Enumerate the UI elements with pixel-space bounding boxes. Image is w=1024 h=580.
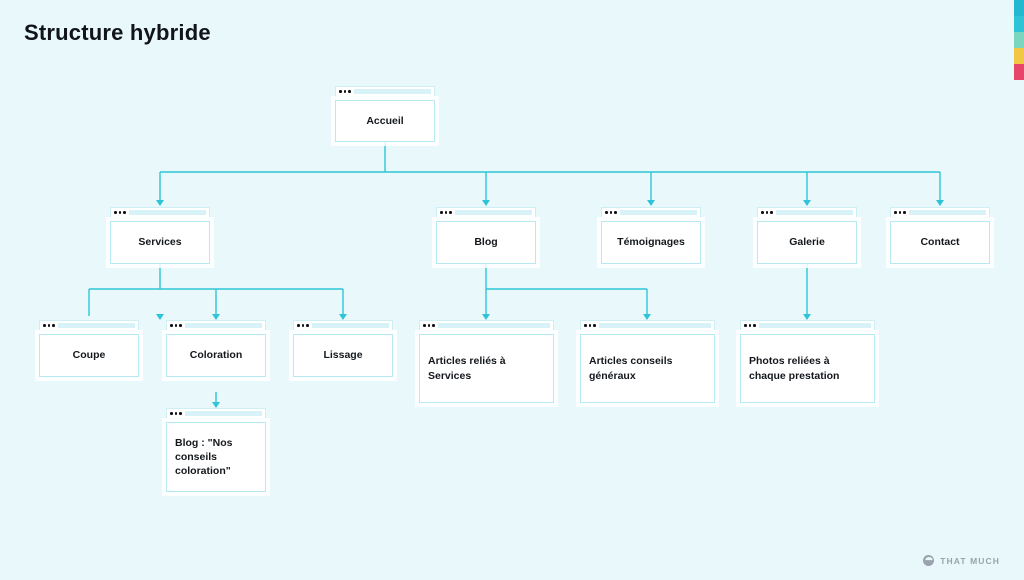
window-dots-icon [297, 324, 309, 327]
window-chrome-blog [436, 207, 536, 218]
window-dots-icon [423, 324, 435, 327]
window-chrome-articles-conseils [580, 320, 715, 331]
edge-strip-band-2 [1014, 16, 1024, 32]
window-dots-icon [43, 324, 55, 327]
window-dots-icon [170, 324, 182, 327]
watermark [923, 555, 1000, 566]
window-chrome-galerie [757, 207, 857, 218]
window-dots-icon [761, 211, 773, 214]
window-address-bar [185, 323, 263, 328]
node-temoignages[interactable] [601, 221, 701, 264]
node-photos-relies-a-chaque-prestation[interactable] [740, 334, 875, 403]
window-dots-icon [744, 324, 756, 327]
window-dots-icon [114, 211, 126, 214]
edge-strip-band-3 [1014, 32, 1024, 48]
window-address-bar [776, 210, 854, 215]
node-label: Blog : "Nos conseils coloration" [175, 436, 233, 478]
window-chrome-accueil [335, 86, 435, 97]
node-coupe[interactable] [39, 334, 139, 377]
window-address-bar [909, 210, 987, 215]
node-label: Blog [474, 236, 498, 249]
window-dots-icon [440, 211, 452, 214]
node-services[interactable] [110, 221, 210, 264]
node-label: Accueil [366, 114, 404, 127]
window-address-bar [129, 210, 207, 215]
node-label: Articles conseils généraux [589, 355, 673, 382]
window-chrome-contact [890, 207, 990, 218]
node-blog-nos-conseils-coloration[interactable] [166, 422, 266, 492]
window-chrome-lissage [293, 320, 393, 331]
node-blog[interactable] [436, 221, 536, 264]
window-chrome-temoignages [601, 207, 701, 218]
node-articles-relies-a-services[interactable] [419, 334, 554, 403]
node-label: Services [138, 236, 182, 249]
edge-strip-band-5 [1014, 64, 1024, 80]
window-address-bar [759, 323, 872, 328]
window-dots-icon [894, 211, 906, 214]
node-label: Galerie [789, 236, 825, 249]
node-label: Articles reliés à Services [428, 355, 506, 382]
node-label: Photos reliées à chaque prestation [749, 355, 840, 382]
window-chrome-photos-prestation [740, 320, 875, 331]
window-address-bar [58, 323, 136, 328]
node-label: Coloration [189, 349, 243, 362]
window-address-bar [455, 210, 533, 215]
node-label: Contact [920, 236, 960, 249]
window-chrome-coupe [39, 320, 139, 331]
node-galerie[interactable] [757, 221, 857, 264]
window-dots-icon [339, 90, 351, 93]
window-address-bar [185, 411, 263, 416]
node-lissage[interactable] [293, 334, 393, 377]
node-label: Témoignages [617, 236, 685, 249]
window-chrome-services [110, 207, 210, 218]
window-dots-icon [584, 324, 596, 327]
node-accueil[interactable] [335, 100, 435, 142]
window-chrome-blog-nos-conseils [166, 408, 266, 419]
window-chrome-coloration [166, 320, 266, 331]
page-title: Structure hybride [24, 20, 211, 45]
node-coloration[interactable] [166, 334, 266, 377]
edge-strip-band-1 [1014, 0, 1024, 16]
node-label: Coupe [72, 349, 106, 362]
window-dots-icon [605, 211, 617, 214]
window-dots-icon [170, 412, 182, 415]
edge-color-strip [1014, 0, 1024, 80]
window-address-bar [438, 323, 551, 328]
window-chrome-articles-services [419, 320, 554, 331]
watermark-text: THAT MUCH [940, 555, 1000, 566]
node-articles-conseils-generaux[interactable] [580, 334, 715, 403]
edge-strip-band-4 [1014, 48, 1024, 64]
window-address-bar [620, 210, 698, 215]
window-address-bar [354, 89, 432, 94]
window-address-bar [599, 323, 712, 328]
node-label: Lissage [323, 349, 363, 362]
node-contact[interactable] [890, 221, 990, 264]
window-address-bar [312, 323, 390, 328]
moon-circle-icon [923, 555, 934, 566]
